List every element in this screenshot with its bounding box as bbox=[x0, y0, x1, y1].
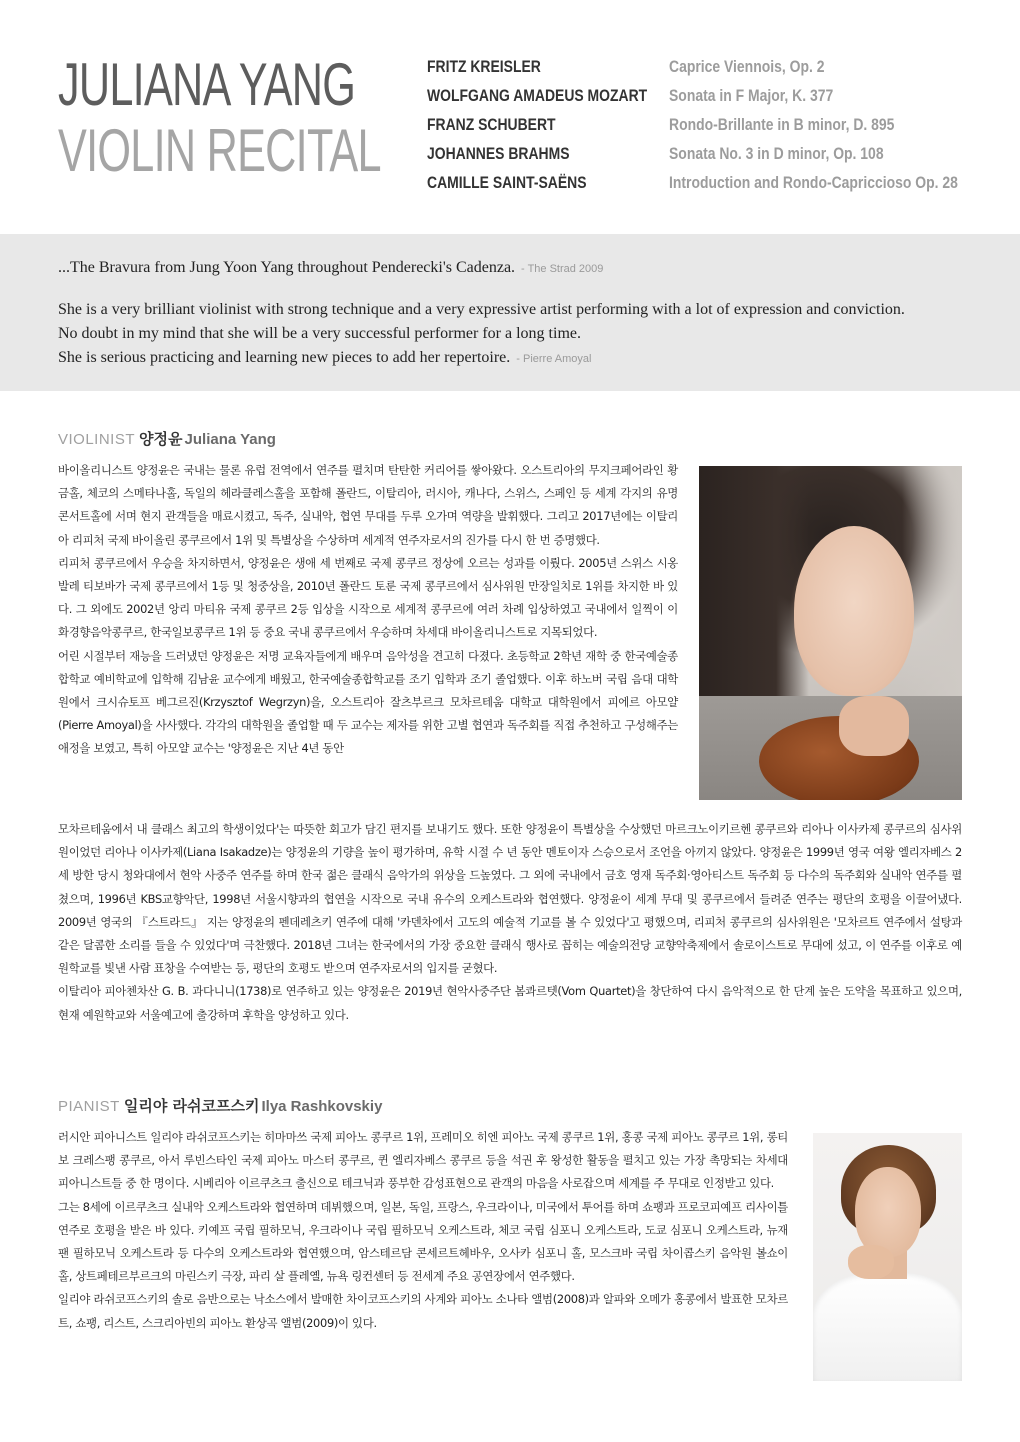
violinist-heading bbox=[58, 428, 276, 449]
quote-amoyal-line: No doubt in my mind that she will be a very successful performer for a long time. bbox=[58, 325, 581, 342]
pianist-role: PIANIST bbox=[58, 1098, 120, 1115]
quote-amoyal-line: She is a very brilliant violinist with strong technique and a very expressive artist performing with a lot of expression and conviction. bbox=[58, 301, 905, 318]
quote-amoyal bbox=[58, 298, 988, 371]
pianist-photo bbox=[813, 1133, 962, 1381]
violinist-photo bbox=[699, 466, 962, 800]
program-item bbox=[427, 57, 997, 86]
program-composer: JOHANNES BRAHMS bbox=[427, 144, 570, 163]
violinist-bio-top bbox=[58, 459, 678, 761]
program-item bbox=[427, 144, 997, 173]
review-quotes bbox=[0, 234, 1020, 391]
violinist-english-name: Juliana Yang bbox=[184, 431, 276, 448]
title-recital-type: VIOLIN RECITAL bbox=[58, 117, 381, 184]
program-composer: FRANZ SCHUBERT bbox=[427, 115, 556, 134]
program-item bbox=[427, 115, 997, 144]
program-work: Sonata No. 3 in D minor, Op. 108 bbox=[669, 144, 884, 163]
program-work: Rondo-Brillante in B minor, D. 895 bbox=[669, 115, 895, 134]
program-list bbox=[427, 57, 997, 202]
quote-strad-source: - The Strad 2009 bbox=[521, 263, 604, 275]
pianist-bio-paragraph: 그는 8세에 이르쿠츠크 실내악 오케스트라와 협연하며 데뷔했으며, 일본, 독일, 프랑스, 우크라이나, 미국에서 투어를 하며 쇼팽과 프로코피예프 리사이틀 연주로 호평을 받은 바 있다. 키예프 국립 필하모닉, 우크라이나 국립 필하모닉 오케스트라, 체코 국립 심포니 오케스트라, 도쿄 심포니 오케스트라, 뉴재팬 필하모닉 오케스트라 등 다수의 오케스트라와 협연했으며, 암스테르담 콘세르트헤바우, 오사카 심포니 홀, 모스크바 국립 차이콥스키 음악원 볼쇼이 홀, 상트페테르부르크의 마린스키 극장, 파리 살 플레옐, 뉴욕 링컨센터 등 전세계 주요 공연장에서 연주했다. bbox=[58, 1199, 788, 1284]
quote-strad bbox=[58, 259, 603, 277]
header bbox=[0, 0, 1020, 234]
quote-amoyal-line-text: She is serious practicing and learning new pieces to add her repertoire. bbox=[58, 349, 511, 366]
violinist-bio-paragraph: 모차르테움에서 내 클래스 최고의 학생이었다'는 따뜻한 회고가 담긴 편지를 보내기도 했다. 또한 양정윤이 특별상을 수상했던 마르크노이키르헨 콩쿠르와 리아나 이사카제 콩쿠르의 심사위원이었던 리아나 이사카제(Liana Isakadze)는 양정윤의 기량을 높이 평가하며, 유학 시절 수 년 동안 멘토이자 스승으로서 조언을 아끼지 않았다. 양정윤은 1999년 영국 여왕 엘리자베스 2세 방한 당시 청와대에서 현악 사중주 연주를 하며 한국 젊은 클래식 음악가의 위상을 드높였다. 그 외에 국내에서 금호 영재 독주회·영아티스트 독주회 등 다수의 독주회와 실내악 연주를 펼쳤으며, 1996년 KBS교향악단, 1998년 서울시향과의 협연을 시작으로 국내 유수의 오케스트라와 협연했다. 양정윤이 세계 무대 및 콩쿠르에서 들려준 연주는 평단의 호평을 이끌어냈다. 2009년 영국의 『스트라드』 지는 양정윤의 펜데레츠키 연주에 대해 '카덴차에서 고도의 예술적 기교를 볼 수 있었다'고 평했으며, 리피처 콩쿠르의 심사위원은 '모차르트 연주에서 설탕과 같은 달콤한 소리를 들을 수 있었다'며 극찬했다. 2018년 그녀는 한국에서의 가장 중요한 클래식 행사로 꼽히는 예술의전당 교향악축제에서 솔로이스트로 무대에 섰고, 이 연주를 이후로 예원학교를 빛낸 사람 표창을 수여받는 등, 평단의 호평도 받으며 연주자로서의 입지를 굳혔다. bbox=[58, 822, 962, 976]
pianist-bio bbox=[58, 1126, 788, 1335]
quote-amoyal-line bbox=[58, 346, 988, 371]
program-work: Caprice Viennois, Op. 2 bbox=[669, 57, 825, 76]
pianist-heading bbox=[58, 1095, 382, 1116]
program-item bbox=[427, 173, 997, 202]
program-composer: FRITZ KREISLER bbox=[427, 57, 541, 76]
violinist-bio-paragraph: 바이올리니스트 양정윤은 국내는 물론 유럽 전역에서 연주를 펼치며 탄탄한 커리어를 쌓아왔다. 오스트리아의 무지크페어라인 황금홀, 체코의 스메타나홀, 독일의 헤라클레스홀을 포함해 폴란드, 이탈리아, 러시아, 캐나다, 스위스, 스페인 등 세계 각지의 유명 콘서트홀에 서며 현지 관객들을 매료시켰고, 독주, 실내악, 협연 무대를 두루 오가며 역량을 발휘했다. 그리고 2017년에는 이탈리아 리피처 국제 바이올린 콩쿠르에서 1위 및 특별상을 수상하며 세계적 연주자로서의 진가를 다시 한 번 증명했다. bbox=[58, 463, 678, 547]
violinist-bio-paragraph: 리피처 콩쿠르에서 우승을 차지하면서, 양정윤은 생애 세 번째로 국제 콩쿠르 정상에 오르는 성과를 이뤘다. 2005년 스위스 시옹발레 티보바가 국제 콩쿠르에서 1등 및 청중상을, 2010년 폴란드 토룬 국제 콩쿠르에서 심사위원 만장일치로 1위를 차지한 바 있다. 그 외에도 2002년 앙리 마티유 국제 콩쿠르 2등 입상을 시작으로 세계적 콩쿠르에 여러 차례 입상하였고 국내에서 일찍이 이화경향음악콩쿠르, 한국일보콩쿠르 1위 등 중요 국내 콩쿠르에서 우승하며 차세대 바이올리니스트로 지목되었다. bbox=[58, 555, 678, 640]
program-composer: WOLFGANG AMADEUS MOZART bbox=[427, 86, 648, 105]
program-work: Introduction and Rondo-Capriccioso Op. 28 bbox=[669, 173, 958, 192]
pianist-bio-paragraph: 일리야 라쉬코프스키의 솔로 음반으로는 낙소스에서 발매한 차이코프스키의 사계와 피아노 소나타 앨범(2008)과 알파와 오메가 홍콩에서 발표한 모차르트, 쇼팽, 리스트, 스크리아빈의 피아노 환상곡 앨범(2009)이 있다. bbox=[58, 1292, 788, 1330]
program-item bbox=[427, 86, 997, 115]
violinist-bio-paragraph: 이탈리아 피아첸차산 G. B. 과다니니(1738)로 연주하고 있는 양정윤은 2019년 현악사중주단 봄콰르텟(Vom Quartet)을 창단하여 다시 음악적으로 한 단계 높은 도약을 목표하고 있으며, 현재 예원학교와 서울예고에 출강하며 후학을 양성하고 있다. bbox=[58, 984, 962, 1022]
quote-amoyal-source: - Pierre Amoyal bbox=[516, 353, 592, 365]
violinist-bio-paragraph: 어린 시절부터 재능을 드러냈던 양정윤은 저명 교육자들에게 배우며 음악성을 견고히 다졌다. 초등학교 2학년 재학 중 한국예술종합학교 예비학교에 입학해 김남윤 교수에게 배웠고, 한국예술종합학교를 조기 입학과 조기 졸업했다. 이후 하노버 국립 음대 대학원에서 크시슈토프 베그르진(Krzysztof Wegrzyn)을, 오스트리아 잘츠부르크 모차르테움 대학교 대학원에서 피에르 아모얄(Pierre Amoyal)을 사사했다. 각각의 대학원을 졸업할 때 두 교수는 제자를 위한 고별 협연과 독주회를 직접 추천하고 구성해주는 애정을 보였고, 특히 아모얄 교수는 '양정윤은 지난 4년 동안 bbox=[58, 648, 678, 756]
pianist-english-name: Ilya Rashkovskiy bbox=[261, 1098, 383, 1115]
pianist-bio-paragraph: 러시안 피아니스트 일리야 라쉬코프스키는 히마마쓰 국제 피아노 콩쿠르 1위, 프레미오 히엔 피아노 국제 콩쿠르 1위, 홍콩 국제 피아노 콩쿠르 1위, 롱티보 크레스팽 콩쿠르, 아서 루빈스타인 국제 피아노 마스터 콩쿠르, 퀸 엘리자베스 콩쿠르 등을 석권 후 왕성한 활동을 펼치고 있는 가장 촉망되는 차세대 피아니스트들 중 한 명이다. 시베리아 이르쿠츠크 출신으로 테크닉과 풍부한 감성표현으로 관객의 마음을 사로잡으며 세계를 주 무대로 인정받고 있다. bbox=[58, 1130, 788, 1191]
quote-strad-text: ...The Bravura from Jung Yoon Yang throughout Penderecki's Cadenza. bbox=[58, 259, 516, 276]
violinist-bio-bottom bbox=[58, 818, 962, 1027]
recital-title bbox=[58, 52, 408, 184]
program-work: Sonata in F Major, K. 377 bbox=[669, 86, 834, 105]
violinist-role: VIOLINIST bbox=[58, 431, 136, 448]
title-performer-name: JULIANA YANG bbox=[58, 51, 356, 118]
pianist-korean-name: 일리야 라쉬코프스키 bbox=[123, 1097, 260, 1115]
program-composer: CAMILLE SAINT-SAËNS bbox=[427, 173, 587, 192]
violinist-korean-name: 양정윤 bbox=[139, 430, 183, 448]
